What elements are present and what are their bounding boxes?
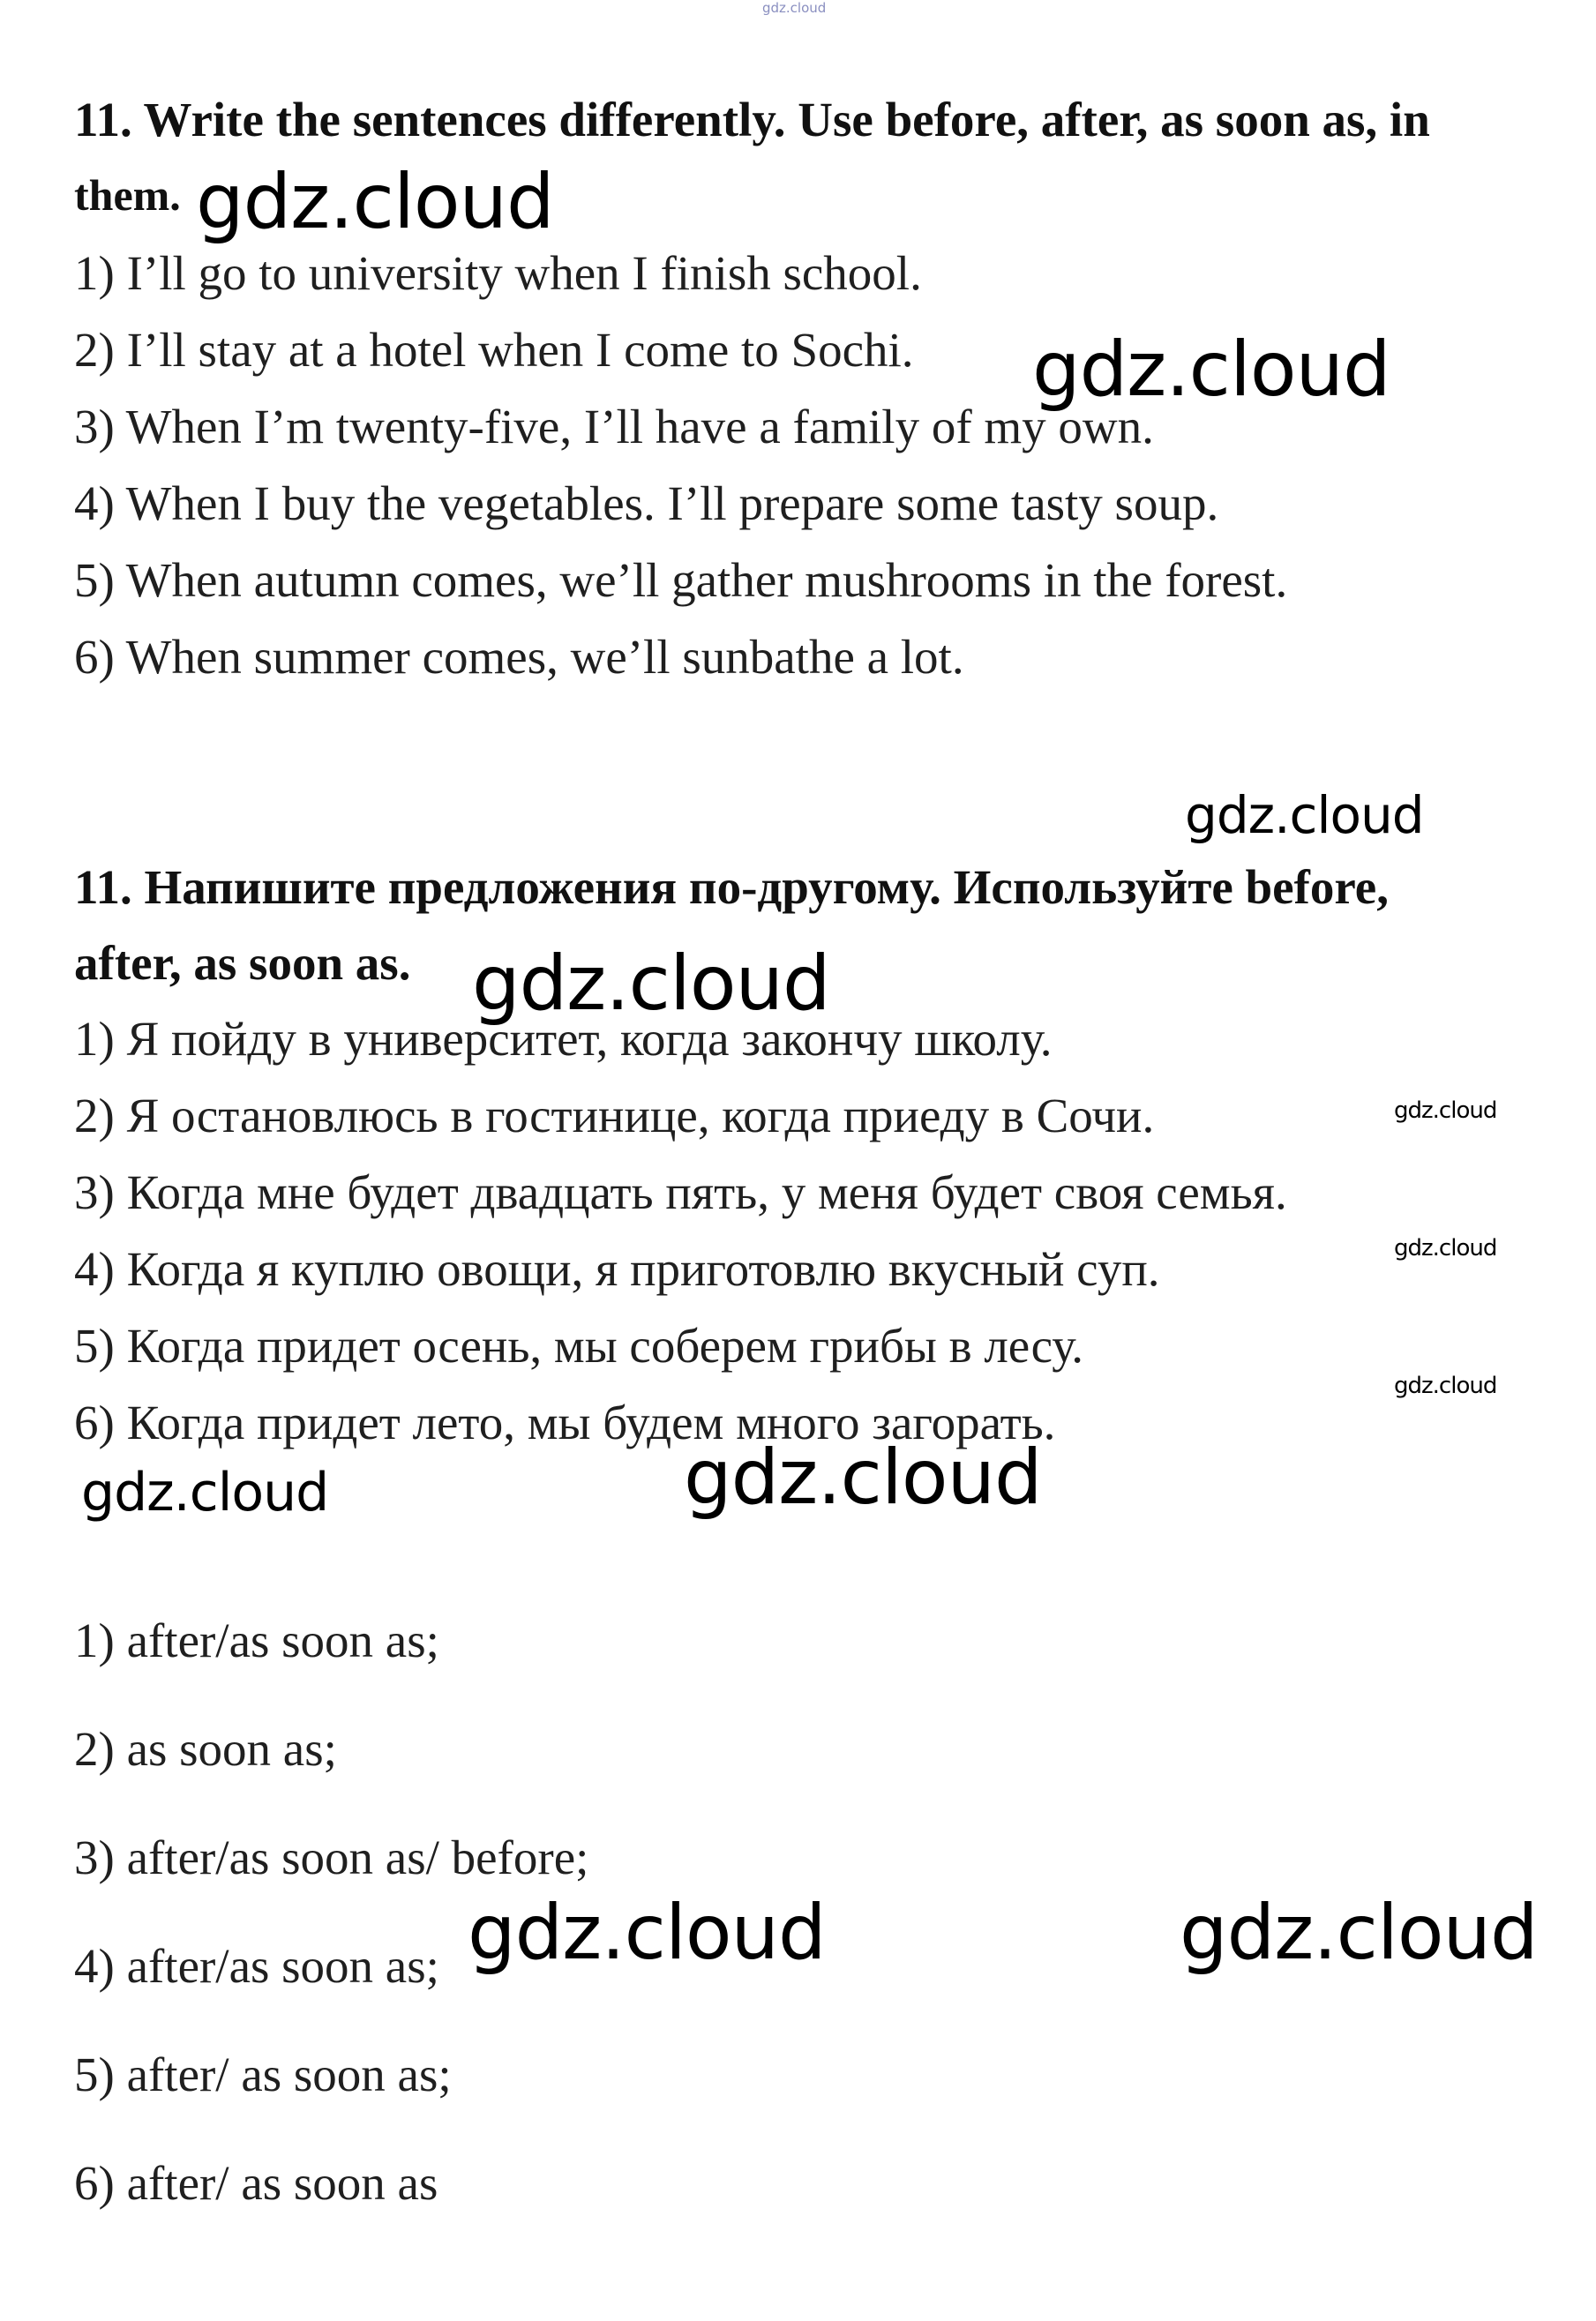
sentence-en-1: 1) I’ll go to university when I finish school. <box>74 246 922 300</box>
watermark-5: gdz.cloud <box>1394 1097 1497 1124</box>
answer-1: 1) after/as soon as; <box>74 1613 439 1667</box>
answer-4: 4) after/as soon as; <box>74 1939 439 1993</box>
watermark-4: gdz.cloud <box>472 940 830 1028</box>
sentence-ru-2: 2) Я остановлюсь в гостинице, когда приеду в Сочи. <box>74 1089 1155 1142</box>
watermark-7: gdz.cloud <box>1394 1373 1497 1399</box>
sentence-ru-1: 1) Я пойду в университет, когда закончу школу. <box>74 1012 1053 1066</box>
sentence-en-3: 3) When I’m twenty-five, I’ll have a family of my own. <box>74 400 1154 453</box>
watermark-9: gdz.cloud <box>684 1434 1042 1522</box>
answer-2: 2) as soon as; <box>74 1722 337 1776</box>
exercise-heading-en-cont: them. <box>74 170 181 220</box>
watermark-2: gdz.cloud <box>1032 326 1390 414</box>
exercise-heading-en: 11. Write the sentences differently. Use before, after, as soon as, in <box>74 93 1430 146</box>
sentence-en-2: 2) I’ll stay at a hotel when I come to Sochi. <box>74 323 914 377</box>
sentence-ru-5: 5) Когда придет осень, мы соберем грибы в лесу. <box>74 1319 1084 1373</box>
sentence-ru-6: 6) Когда придет лето, мы будем много загорать. <box>74 1396 1056 1449</box>
sentence-en-4: 4) When I buy the vegetables. I’ll prepare some tasty soup. <box>74 476 1219 530</box>
watermark-3: gdz.cloud <box>1185 785 1424 845</box>
watermark-top: gdz.cloud <box>762 0 827 16</box>
watermark-6: gdz.cloud <box>1394 1235 1497 1262</box>
answer-3: 3) after/as soon as/ before; <box>74 1831 589 1884</box>
watermark-1: gdz.cloud <box>196 158 554 246</box>
exercise-heading-ru-cont: after, as soon as. <box>74 936 411 990</box>
watermark-8: gdz.cloud <box>81 1462 329 1524</box>
watermark-11: gdz.cloud <box>1180 1889 1538 1977</box>
exercise-heading-ru: 11. Напишите предложения по-другому. Используйте before, <box>74 860 1389 914</box>
watermark-10: gdz.cloud <box>468 1889 826 1977</box>
sentence-ru-3: 3) Когда мне будет двадцать пять, у меня будет своя семья. <box>74 1165 1287 1219</box>
answer-6: 6) after/ as soon as <box>74 2156 438 2210</box>
sentence-en-5: 5) When autumn comes, we’ll gather mushrooms in the forest. <box>74 553 1288 607</box>
sentence-en-6: 6) When summer comes, we’ll sunbathe a lot. <box>74 630 964 684</box>
sentence-ru-4: 4) Когда я куплю овощи, я приготовлю вкусный суп. <box>74 1242 1160 1296</box>
answer-5: 5) after/ as soon as; <box>74 2048 452 2101</box>
